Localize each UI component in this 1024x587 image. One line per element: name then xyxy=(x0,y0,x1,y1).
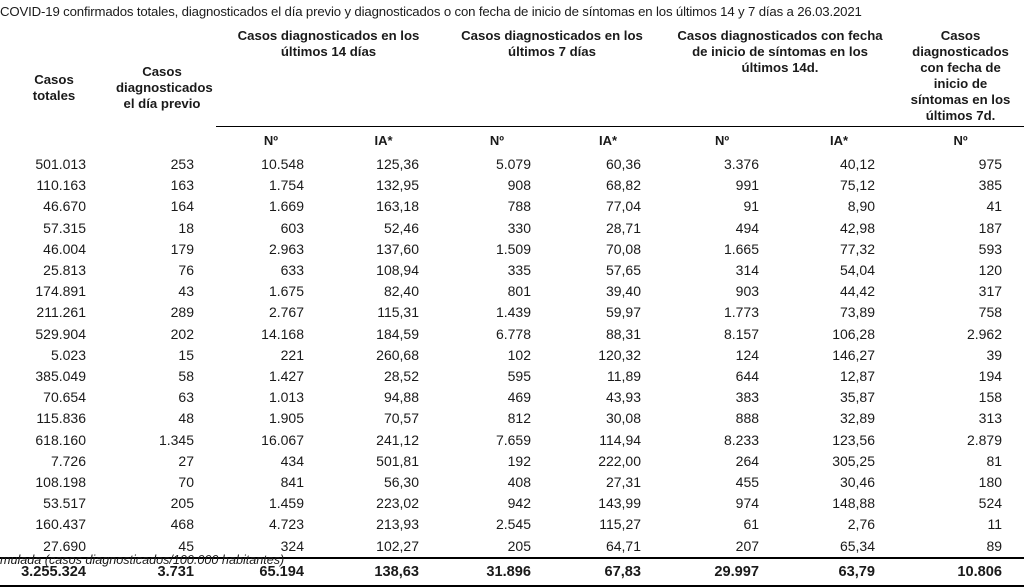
cell-r4-c2: 2.963 xyxy=(268,240,304,257)
cell-r13-c4: 7.659 xyxy=(495,431,531,448)
cell-r16-c1: 205 xyxy=(170,495,194,512)
total-cell-c4: 31.896 xyxy=(441,558,553,586)
cell-r3-c8: 187 xyxy=(978,219,1003,236)
header-group-sintomas-7d xyxy=(897,24,1024,127)
cell-r13-c2: 16.067 xyxy=(261,431,304,448)
cell-r18-c6: 207 xyxy=(735,537,760,554)
cell-r2-c1: 164 xyxy=(170,198,194,215)
cell-r14-c7: 305,25 xyxy=(832,452,876,469)
cell-r4-c5: 70,08 xyxy=(605,240,642,257)
cell-r4-c8: 593 xyxy=(978,240,1003,257)
cell-r4-c0: 46.004 xyxy=(43,240,86,257)
cell-r1-c3: 132,95 xyxy=(376,177,419,194)
cell-r14-c5: 222,00 xyxy=(598,452,642,469)
subheader-sintomas-14d-n: Nº xyxy=(714,132,730,148)
header-group-sintomas-7d-label: Casos diagnosticados con fecha de inicio de síntomas en los últimos 7d. xyxy=(910,28,1011,123)
table-row xyxy=(0,218,1024,239)
cell-r17-c3: 213,93 xyxy=(376,516,419,533)
cell-r11-c5: 43,93 xyxy=(605,389,642,406)
cell-r16-c4: 942 xyxy=(507,495,531,512)
cell-r18-c3: 102,27 xyxy=(376,537,419,554)
header-dia-previo-line3: el día previo xyxy=(123,96,201,111)
total-cell-c5: 67,83 xyxy=(553,558,663,586)
cell-r7-c5: 59,97 xyxy=(605,304,642,321)
table-row xyxy=(0,408,1024,429)
cell-r4-c3: 137,60 xyxy=(376,240,419,257)
cell-r1-c4: 908 xyxy=(507,177,531,194)
table-footnote: mulada (casos diagnosticados/100.000 habitantes) xyxy=(0,553,285,567)
total-cell-c0: 3.255.324 xyxy=(0,558,108,586)
cell-r15-c2: 841 xyxy=(280,474,304,491)
cell-r12-c4: 812 xyxy=(507,410,531,427)
cell-r6-c8: 317 xyxy=(978,283,1003,300)
cell-r11-c8: 158 xyxy=(978,389,1003,406)
table-row xyxy=(0,175,1024,196)
cell-r11-c6: 383 xyxy=(735,389,760,406)
cell-r8-c4: 6.778 xyxy=(495,325,531,342)
cell-r13-c8: 2.879 xyxy=(966,431,1003,448)
table-caption: COVID-19 confirmados totales, diagnosticados el día previo y diagnosticados o con fecha de inicio de síntomas en los últimos 14 y 7 días a 26.03.2021 xyxy=(0,4,862,19)
cell-r3-c2: 603 xyxy=(280,219,304,236)
subheader-14d-n: Nº xyxy=(263,132,279,148)
cell-r10-c7: 12,87 xyxy=(839,368,876,385)
cell-r18-c4: 205 xyxy=(507,537,531,554)
cell-r16-c7: 148,88 xyxy=(832,495,876,512)
cell-r14-c8: 81 xyxy=(986,452,1003,469)
cell-r12-c0: 115.836 xyxy=(36,410,86,427)
cell-r15-c4: 408 xyxy=(507,474,531,491)
cell-r14-c6: 264 xyxy=(735,452,760,469)
header-group-sintomas-14d xyxy=(663,24,897,127)
cell-r2-c3: 163,18 xyxy=(376,198,419,215)
cell-r10-c6: 644 xyxy=(735,368,760,385)
cell-r2-c8: 41 xyxy=(986,198,1003,215)
header-group-sintomas-14d-label: Casos diagnosticados con fecha de inicio de síntomas en los últimos 14d. xyxy=(677,28,883,75)
cell-r14-c1: 27 xyxy=(178,452,194,469)
table-row xyxy=(0,281,1024,302)
cell-r6-c2: 1.675 xyxy=(268,283,304,300)
header-dia-previo-line2: diagnosticados xyxy=(116,80,213,95)
cell-r12-c3: 70,57 xyxy=(383,410,419,427)
cell-r3-c3: 52,46 xyxy=(383,219,419,236)
cell-r7-c3: 115,31 xyxy=(377,304,419,321)
cell-r3-c4: 330 xyxy=(507,219,531,236)
cell-r7-c0: 211.261 xyxy=(36,304,86,321)
cell-r6-c1: 43 xyxy=(178,283,194,300)
cell-r11-c7: 35,87 xyxy=(839,389,876,406)
cell-r5-c0: 25.813 xyxy=(43,262,86,279)
cell-r15-c1: 70 xyxy=(178,474,194,491)
cell-r5-c3: 108,94 xyxy=(376,262,419,279)
cell-r0-c8: 975 xyxy=(978,156,1003,172)
cell-r2-c4: 788 xyxy=(507,198,531,215)
subheader-sintomas-14d-ia: IA* xyxy=(829,132,849,148)
cell-r2-c6: 91 xyxy=(743,198,760,215)
cell-r5-c1: 76 xyxy=(178,262,194,279)
cell-r2-c2: 1.669 xyxy=(268,198,304,215)
table-row xyxy=(0,260,1024,281)
cell-r7-c1: 289 xyxy=(170,304,194,321)
cell-r8-c1: 202 xyxy=(170,325,194,342)
cell-r13-c7: 123,56 xyxy=(832,431,876,448)
cell-r4-c4: 1.509 xyxy=(495,240,531,257)
cell-r17-c1: 468 xyxy=(170,516,194,533)
cell-r6-c0: 174.891 xyxy=(35,283,86,300)
table-row xyxy=(0,239,1024,260)
cell-r8-c2: 14.168 xyxy=(261,325,304,342)
table-row xyxy=(0,493,1024,514)
cell-r2-c0: 46.670 xyxy=(43,198,86,215)
cell-r2-c5: 77,04 xyxy=(605,198,642,215)
table-row xyxy=(0,302,1024,323)
cell-r14-c0: 7.726 xyxy=(50,452,86,469)
cell-r16-c3: 223,02 xyxy=(376,495,419,512)
cell-r10-c2: 1.427 xyxy=(268,368,304,385)
cell-r11-c3: 94,88 xyxy=(383,389,419,406)
cell-r3-c6: 494 xyxy=(735,219,760,236)
table-row xyxy=(0,345,1024,366)
cell-r11-c4: 469 xyxy=(507,389,531,406)
cell-r6-c5: 39,40 xyxy=(605,283,642,300)
cell-r18-c8: 89 xyxy=(986,537,1003,554)
table-row xyxy=(0,324,1024,345)
total-cell-c2: 65.194 xyxy=(216,558,326,586)
cell-r6-c7: 44,42 xyxy=(839,283,876,300)
total-cell-c1: 3.731 xyxy=(108,558,216,586)
header-group-7d xyxy=(441,24,663,127)
cell-r10-c5: 11,89 xyxy=(607,368,642,385)
cell-r13-c0: 618.160 xyxy=(35,431,86,448)
cell-r16-c0: 53.517 xyxy=(43,495,86,512)
cell-r0-c5: 60,36 xyxy=(605,156,642,172)
cell-r9-c6: 124 xyxy=(735,346,760,363)
header-casos-totales-line2: totales xyxy=(32,88,76,103)
cell-r1-c2: 1.754 xyxy=(268,177,304,194)
cell-r7-c7: 73,89 xyxy=(839,304,876,321)
cell-r17-c7: 2,76 xyxy=(847,516,876,533)
cell-r12-c6: 888 xyxy=(735,410,760,427)
cell-r9-c5: 120,32 xyxy=(598,346,642,363)
cell-r16-c2: 1.459 xyxy=(268,495,304,512)
cell-r10-c3: 28,52 xyxy=(383,368,419,385)
header-casos-totales xyxy=(0,24,108,154)
table-header xyxy=(0,24,1024,154)
total-cell-c8: 10.806 xyxy=(897,558,1024,586)
cell-r15-c7: 30,46 xyxy=(839,474,876,491)
cell-r4-c7: 77,32 xyxy=(839,240,876,257)
cell-r17-c5: 115,27 xyxy=(599,516,642,533)
table-row xyxy=(0,387,1024,408)
header-group-7d-label: Casos diagnosticados en los últimos 7 días xyxy=(461,28,643,59)
cell-r0-c7: 40,12 xyxy=(839,156,876,172)
header-dia-previo-line1: Casos xyxy=(142,64,182,79)
table-row xyxy=(0,430,1024,451)
cell-r6-c3: 82,40 xyxy=(383,283,419,300)
cell-r5-c2: 633 xyxy=(280,262,304,279)
cell-r18-c1: 45 xyxy=(178,537,194,554)
cell-r7-c2: 2.767 xyxy=(268,304,304,321)
cell-r5-c4: 335 xyxy=(507,262,531,279)
cell-r18-c5: 64,71 xyxy=(605,537,642,554)
cell-r0-c1: 253 xyxy=(170,156,194,172)
header-casos-totales-line1: Casos xyxy=(34,72,74,87)
cell-r3-c7: 42,98 xyxy=(839,219,876,236)
cell-r10-c4: 595 xyxy=(507,368,531,385)
cell-r8-c7: 106,28 xyxy=(832,325,876,342)
table-row xyxy=(0,451,1024,472)
cell-r10-c8: 194 xyxy=(978,368,1003,385)
cell-r10-c1: 58 xyxy=(178,368,194,385)
cell-r13-c6: 8.233 xyxy=(723,431,760,448)
cell-r10-c0: 385.049 xyxy=(35,368,86,385)
cell-r8-c8: 2.962 xyxy=(966,325,1003,342)
subheader-14d-ia: IA* xyxy=(374,132,393,148)
cell-r16-c8: 524 xyxy=(978,495,1003,512)
cell-r5-c8: 120 xyxy=(978,262,1003,279)
subheader-sintomas-7d-n: Nº xyxy=(953,132,968,148)
cell-r8-c3: 184,59 xyxy=(376,325,419,342)
header-group-14d-label: Casos diagnosticados en los últimos 14 días xyxy=(237,28,420,59)
cell-r1-c7: 75,12 xyxy=(839,177,876,194)
cell-r8-c5: 88,31 xyxy=(605,325,642,342)
cell-r11-c2: 1.013 xyxy=(268,389,304,406)
cell-r16-c5: 143,99 xyxy=(598,495,642,512)
cell-r3-c1: 18 xyxy=(178,219,194,236)
cell-r12-c7: 32,89 xyxy=(839,410,876,427)
cell-r17-c6: 61 xyxy=(743,516,760,533)
cell-r12-c1: 48 xyxy=(178,410,194,427)
cell-r8-c6: 8.157 xyxy=(723,325,760,342)
table-body xyxy=(0,154,1024,558)
cell-r6-c4: 801 xyxy=(507,283,531,300)
cell-r17-c4: 2.545 xyxy=(495,516,531,533)
total-cell-c3: 138,63 xyxy=(326,558,441,586)
cell-r1-c5: 68,82 xyxy=(605,177,642,194)
cell-r15-c0: 108.198 xyxy=(35,474,86,491)
header-group-row xyxy=(0,24,1024,127)
cell-r0-c2: 10.548 xyxy=(261,156,304,172)
cell-r4-c1: 179 xyxy=(170,240,194,257)
cell-r13-c5: 114,94 xyxy=(599,431,642,448)
cell-r13-c1: 1.345 xyxy=(158,431,194,448)
cell-r18-c2: 324 xyxy=(280,537,304,554)
cell-r13-c3: 241,12 xyxy=(376,431,419,448)
cell-r11-c1: 63 xyxy=(178,389,194,406)
cell-r16-c6: 974 xyxy=(735,495,760,512)
cell-r15-c6: 455 xyxy=(735,474,760,491)
cell-r9-c7: 146,27 xyxy=(832,346,876,363)
cell-r5-c7: 54,04 xyxy=(839,262,876,279)
cell-r1-c6: 991 xyxy=(735,177,760,194)
table-row xyxy=(0,366,1024,387)
cell-r12-c2: 1.905 xyxy=(268,410,304,427)
cell-r9-c2: 221 xyxy=(280,346,304,363)
cell-r15-c8: 180 xyxy=(978,474,1003,491)
cell-r1-c1: 163 xyxy=(170,177,194,194)
cell-r7-c6: 1.773 xyxy=(723,304,760,321)
cell-r5-c6: 314 xyxy=(735,262,760,279)
cell-r18-c7: 65,34 xyxy=(839,537,876,554)
cell-r15-c5: 27,31 xyxy=(605,474,642,491)
table-row xyxy=(0,472,1024,493)
header-casos-dia-previo xyxy=(108,24,216,154)
subheader-7d-n: Nº xyxy=(489,132,505,148)
cell-r18-c0: 27.690 xyxy=(43,537,86,554)
cell-r9-c4: 102 xyxy=(507,346,531,363)
subheader-7d-ia: IA* xyxy=(598,132,618,148)
cell-r15-c3: 56,30 xyxy=(383,474,419,491)
cell-r2-c7: 8,90 xyxy=(847,198,876,215)
cell-r11-c0: 70.654 xyxy=(43,389,86,406)
cell-r17-c0: 160.437 xyxy=(35,516,86,533)
cell-r14-c4: 192 xyxy=(507,452,531,469)
total-cell-c7: 63,79 xyxy=(781,558,897,586)
cell-r1-c8: 385 xyxy=(978,177,1003,194)
cell-r9-c1: 15 xyxy=(178,346,194,363)
table-row xyxy=(0,154,1024,175)
cell-r9-c0: 5.023 xyxy=(50,346,86,363)
table-row xyxy=(0,196,1024,217)
cell-r7-c8: 758 xyxy=(978,304,1003,321)
covid-data-table xyxy=(0,24,1024,587)
cell-r8-c0: 529.904 xyxy=(35,325,86,342)
cell-r0-c6: 3.376 xyxy=(723,156,760,172)
cell-r14-c2: 434 xyxy=(280,452,304,469)
cell-r12-c5: 30,08 xyxy=(605,410,642,427)
cell-r9-c3: 260,68 xyxy=(376,346,419,363)
cell-r0-c3: 125,36 xyxy=(376,156,419,172)
total-cell-c6: 29.997 xyxy=(663,558,781,586)
cell-r3-c0: 57.315 xyxy=(43,219,86,236)
cell-r17-c8: 11 xyxy=(987,516,1003,533)
cell-r1-c0: 110.163 xyxy=(36,177,86,194)
cell-r7-c4: 1.439 xyxy=(495,304,531,321)
cell-r12-c8: 313 xyxy=(978,410,1003,427)
table-row xyxy=(0,514,1024,535)
cell-r14-c3: 501,81 xyxy=(376,452,419,469)
cell-r0-c0: 501.013 xyxy=(35,156,86,172)
header-group-14d xyxy=(216,24,441,127)
cell-r3-c5: 28,71 xyxy=(605,219,642,236)
cell-r17-c2: 4.723 xyxy=(268,516,304,533)
cell-r9-c8: 39 xyxy=(986,346,1003,363)
cell-r4-c6: 1.665 xyxy=(723,240,760,257)
cell-r5-c5: 57,65 xyxy=(605,262,642,279)
cell-r0-c4: 5.079 xyxy=(495,156,531,172)
cell-r6-c6: 903 xyxy=(735,283,760,300)
